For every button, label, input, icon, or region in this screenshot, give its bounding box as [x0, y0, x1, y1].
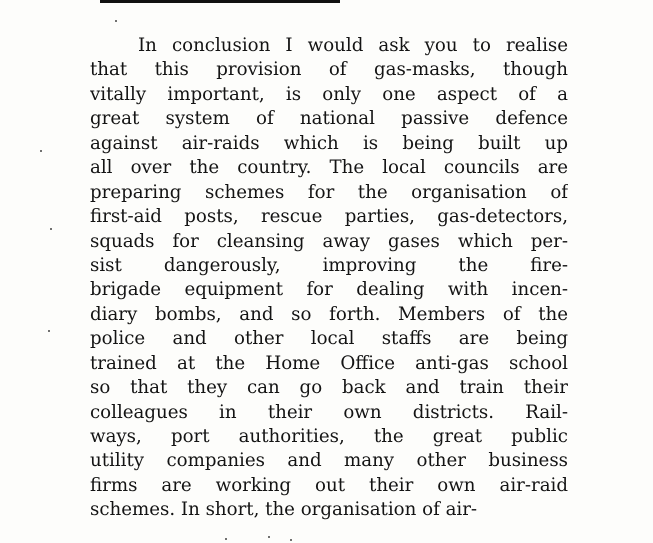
text-line: all over the country. The local councils are — [90, 157, 568, 179]
text-line: that this provision of gas-masks, though — [90, 59, 568, 81]
text-line: preparing schemes for the organisation of — [90, 181, 568, 203]
text-line: utility companies and many other business — [90, 450, 568, 472]
text-line: vitally important, is only one aspect of a — [90, 83, 568, 105]
text-line: against air-raids which is being built up — [90, 132, 568, 154]
paper-speck — [115, 20, 117, 22]
paper-speck — [50, 228, 52, 230]
text-line: so that they can go back and train their — [90, 377, 568, 399]
text-line: colleagues in their own districts. Rail- — [90, 401, 568, 423]
text-line: ways, port authorities, the great public — [90, 426, 568, 447]
paper-speck — [290, 539, 292, 541]
text-line: schemes. In short, the organisation of air- — [90, 499, 478, 521]
text-line: brigade equipment for dealing with incen- — [90, 279, 568, 301]
text-line: squads for cleansing away gases which per- — [90, 230, 568, 252]
text-line: first-aid posts, rescue parties, gas-detectors, — [90, 206, 568, 228]
paper-speck — [225, 538, 227, 540]
text-line: diary bombs, and so forth. Members of the — [90, 303, 568, 325]
text-line: police and other local staffs are being — [90, 328, 568, 350]
text-line: firms are working out their own air-raid — [90, 474, 568, 496]
paper-speck — [48, 330, 50, 332]
paper-speck — [268, 536, 270, 538]
text-line: In conclusion I would ask you to realise — [138, 35, 568, 56]
paper-speck — [40, 150, 42, 152]
article-paragraph — [90, 34, 568, 523]
text-line: trained at the Home Office anti-gas school — [90, 352, 568, 374]
text-line: sist dangerously, improving the fire- — [90, 254, 568, 276]
text-line: great system of national passive defence — [90, 108, 568, 130]
top-rule — [100, 0, 340, 3]
